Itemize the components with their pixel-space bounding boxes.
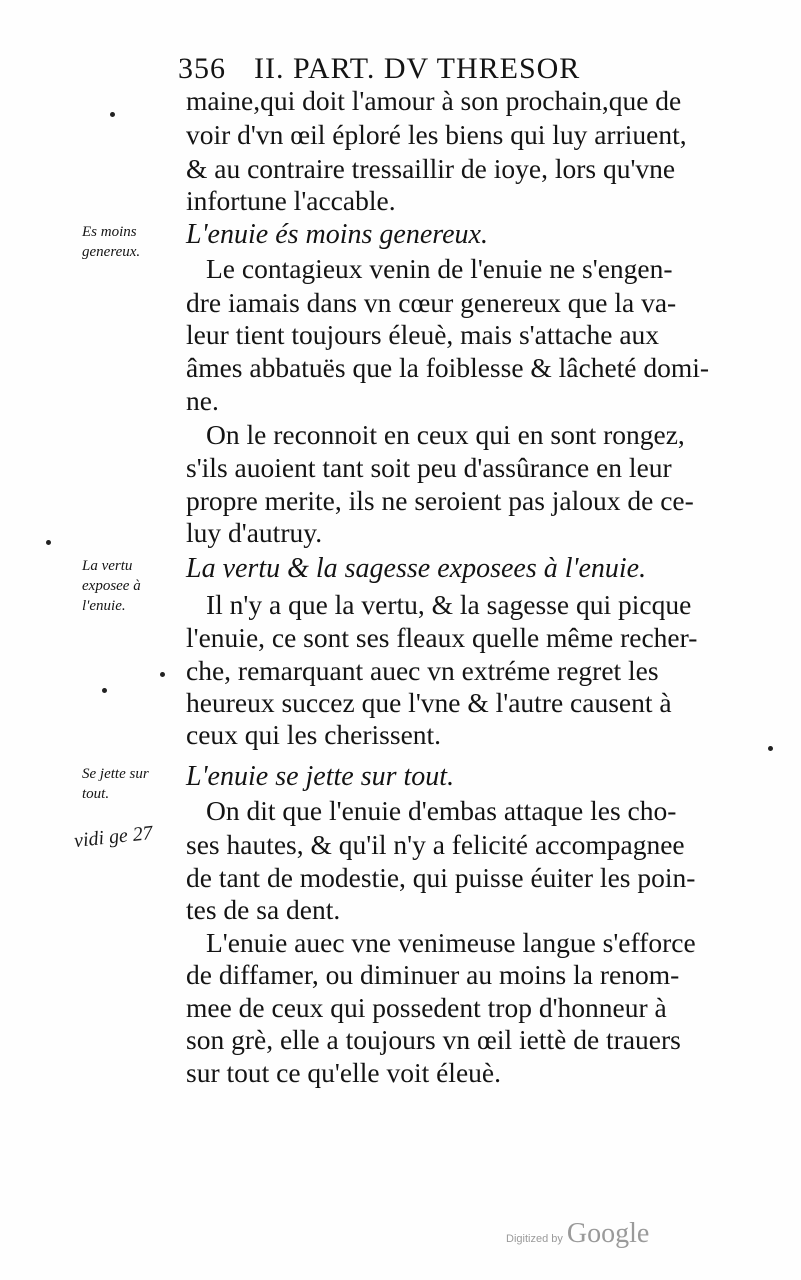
page-number: 356	[178, 52, 226, 85]
text-line: infortune l'accable.	[186, 185, 396, 216]
text-line: son grè, elle a toujours vn œil iettè de trauers	[186, 1024, 681, 1055]
margin-note: La vertu exposee à l'enuie.	[82, 558, 141, 614]
section-title: L'enuie se jette sur tout.	[186, 761, 455, 792]
text-line: On le reconnoit en ceux qui en sont rongez,	[206, 419, 685, 450]
digitized-by-text: Digitized by	[506, 1233, 563, 1245]
page-header	[178, 52, 580, 86]
ink-mark	[160, 672, 165, 677]
text-line: mee de ceux qui possedent trop d'honneur à	[186, 992, 667, 1023]
text-line: L'enuie auec vne venimeuse langue s'efforce	[206, 927, 696, 958]
text-line: de tant de modestie, qui puisse éuiter les poin-	[186, 862, 696, 893]
ink-mark	[768, 746, 773, 751]
text-line: Le contagieux venin de l'enuie ne s'engen-	[206, 253, 673, 284]
text-line: sur tout ce qu'elle voit éleuè.	[186, 1057, 501, 1088]
text-line: che, remarquant auec vn extréme regret les	[186, 655, 659, 686]
google-logo: Google	[566, 1218, 650, 1249]
text-line: voir d'vn œil éploré les biens qui luy arriuent,	[186, 119, 687, 150]
text-line: luy d'autruy.	[186, 517, 323, 548]
handwritten-note: vidi ge 27	[73, 821, 154, 853]
text-line: âmes abbatuës que la foiblesse & lâcheté domi-	[186, 352, 710, 383]
text-line: l'enuie, ce sont ses fleaux quelle même recher-	[186, 622, 698, 653]
ink-mark	[102, 688, 107, 693]
ink-mark	[46, 540, 51, 545]
text-line: s'ils auoient tant soit peu d'assûrance en leur	[186, 452, 672, 483]
text-line: & au contraire tressaillir de ioye, lors qu'vne	[186, 153, 676, 184]
ink-mark	[110, 112, 115, 117]
margin-note: Es moins genereux.	[82, 224, 141, 260]
text-line: ceux qui les cherissent.	[186, 719, 442, 750]
text-line: ses hautes, & qu'il n'y a felicité accompagnee	[186, 829, 685, 860]
text-line: maine,qui doit l'amour à son prochain,que de	[186, 85, 682, 116]
running-title: II. PART. DV THRESOR	[254, 52, 581, 85]
text-line: de diffamer, ou diminuer au moins la renom-	[186, 959, 680, 990]
text-line: ne.	[186, 385, 219, 416]
text-line: dre iamais dans vn cœur genereux que la va-	[186, 287, 677, 318]
margin-note: Se jette sur tout.	[82, 766, 149, 802]
text-line: tes de sa dent.	[186, 894, 341, 925]
digitized-watermark	[506, 1218, 649, 1250]
text-line: Il n'y a que la vertu, & la sagesse qui picque	[206, 589, 692, 620]
text-line: heureux succez que l'vne & l'autre causent à	[186, 687, 672, 718]
section-title: L'enuie és moins genereux.	[186, 219, 488, 250]
text-line: On dit que l'enuie d'embas attaque les cho-	[206, 795, 677, 826]
text-line: leur tient toujours éleuè, mais s'attache aux	[186, 319, 660, 350]
text-line: propre merite, ils ne seroient pas jaloux de ce-	[186, 485, 694, 516]
section-title: La vertu & la sagesse exposees à l'enuie.	[186, 553, 647, 584]
